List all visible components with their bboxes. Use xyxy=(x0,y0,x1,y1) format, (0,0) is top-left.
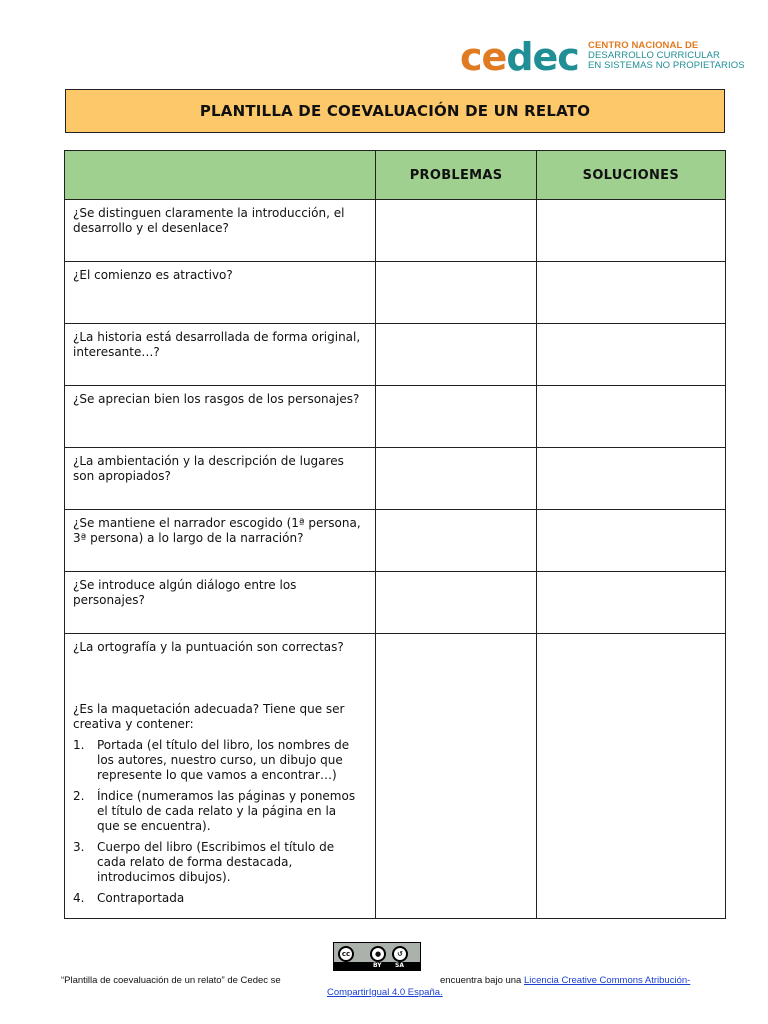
problemas-cell[interactable] xyxy=(376,324,536,386)
list-text: Contraportada xyxy=(97,891,185,905)
logo-subtitle xyxy=(588,41,745,71)
list-text: Cuerpo del libro (Escribimos el título de cada relato de forma destacada, introducimos dibujos). xyxy=(97,840,335,884)
header-soluciones: SOLUCIONES xyxy=(536,151,725,200)
list-number: 1. xyxy=(73,738,85,752)
table-header-row xyxy=(65,151,726,200)
list-number: 3. xyxy=(73,840,85,854)
problemas-cell[interactable] xyxy=(376,448,536,510)
person-icon: ● xyxy=(370,946,386,962)
list-item xyxy=(73,840,365,885)
footer-text-mid: encuentra bajo una xyxy=(440,975,522,986)
list-item xyxy=(73,891,365,906)
soluciones-cell[interactable] xyxy=(536,386,725,448)
problemas-cell[interactable] xyxy=(376,200,536,262)
question-ortografia: ¿La ortografía y la puntuación son correctas? xyxy=(73,640,344,654)
logo-ce: ce xyxy=(460,35,507,79)
share-alike-icon: ↺ xyxy=(392,946,408,962)
question-cell: ¿El comienzo es atractivo? xyxy=(65,262,376,324)
by-label: BY xyxy=(373,962,382,969)
soluciones-cell[interactable] xyxy=(536,200,725,262)
question-cell: ¿Se mantiene el narrador escogido (1ª persona, 3ª persona) a lo largo de la narración? xyxy=(65,510,376,572)
question-cell: ¿Se distinguen claramente la introducción, el desarrollo y el desenlace? xyxy=(65,200,376,262)
page-title: PLANTILLA DE COEVALUACIÓN DE UN RELATO xyxy=(199,102,591,120)
spacer xyxy=(73,655,365,702)
footer-text-right xyxy=(440,975,690,986)
question-cell: ¿Se aprecian bien los rasgos de los personajes? xyxy=(65,386,376,448)
layout-requirements-list xyxy=(73,738,365,906)
list-text: Portada (el título del libro, los nombres de los autores, nuestro curso, un dibujo que represente lo que vamos a encontrar…) xyxy=(97,738,350,782)
header-question xyxy=(65,151,376,200)
logo-subtitle-line1: CENTRO NACIONAL DE xyxy=(588,40,699,51)
soluciones-cell[interactable] xyxy=(536,510,725,572)
logo-wordmark xyxy=(460,36,579,78)
cedec-logo xyxy=(460,35,745,79)
soluciones-cell[interactable] xyxy=(536,572,725,634)
table-row xyxy=(65,386,726,448)
question-maquetacion: ¿Es la maquetación adecuada? Tiene que ser creativa y contener: xyxy=(73,702,345,731)
list-number: 2. xyxy=(73,789,85,803)
table-row xyxy=(65,200,726,262)
creative-commons-by-sa-icon[interactable] xyxy=(333,942,421,971)
problemas-cell[interactable] xyxy=(376,572,536,634)
table-row xyxy=(65,448,726,510)
list-number: 4. xyxy=(73,891,85,905)
evaluation-table xyxy=(64,150,726,919)
logo-subtitle-line2: DESARROLLO CURRICULAR xyxy=(588,50,720,61)
problemas-cell[interactable] xyxy=(376,386,536,448)
cc-circle-icon xyxy=(338,946,354,962)
question-cell: ¿La ambientación y la descripción de lugares son apropiados? xyxy=(65,448,376,510)
soluciones-cell[interactable] xyxy=(536,448,725,510)
table-row xyxy=(65,510,726,572)
license-link[interactable]: Licencia Creative Commons Atribución- xyxy=(523,975,691,986)
table-row xyxy=(65,324,726,386)
cc-label: cc xyxy=(341,950,351,958)
soluciones-cell[interactable] xyxy=(536,324,725,386)
question-cell: ¿La historia está desarrollada de forma original, interesante…? xyxy=(65,324,376,386)
list-item xyxy=(73,789,365,834)
problemas-cell[interactable] xyxy=(376,262,536,324)
problemas-cell[interactable] xyxy=(376,634,536,919)
table-row xyxy=(65,572,726,634)
soluciones-cell[interactable] xyxy=(536,262,725,324)
question-cell: ¿Se introduce algún diálogo entre los personajes? xyxy=(65,572,376,634)
footer-text-left: “Plantilla de coevaluación de un relato” de Cedec se xyxy=(61,975,281,986)
header-problemas: PROBLEMAS xyxy=(376,151,536,200)
problemas-cell[interactable] xyxy=(376,510,536,572)
list-item xyxy=(73,738,365,783)
question-cell-layout xyxy=(65,634,376,919)
sa-label: SA xyxy=(395,962,404,969)
logo-dec: dec xyxy=(506,35,579,79)
list-text: Índice (numeramos las páginas y ponemos el título de cada relato y la página en la que se encuentra). xyxy=(97,789,356,833)
table-row-layout xyxy=(65,634,726,919)
table-row xyxy=(65,262,726,324)
title-banner xyxy=(65,89,725,133)
license-link-continued[interactable]: CompartirIgual 4.0 España. xyxy=(327,987,443,998)
soluciones-cell[interactable] xyxy=(536,634,725,919)
logo-subtitle-line3: EN SISTEMAS NO PROPIETARIOS xyxy=(588,60,745,71)
